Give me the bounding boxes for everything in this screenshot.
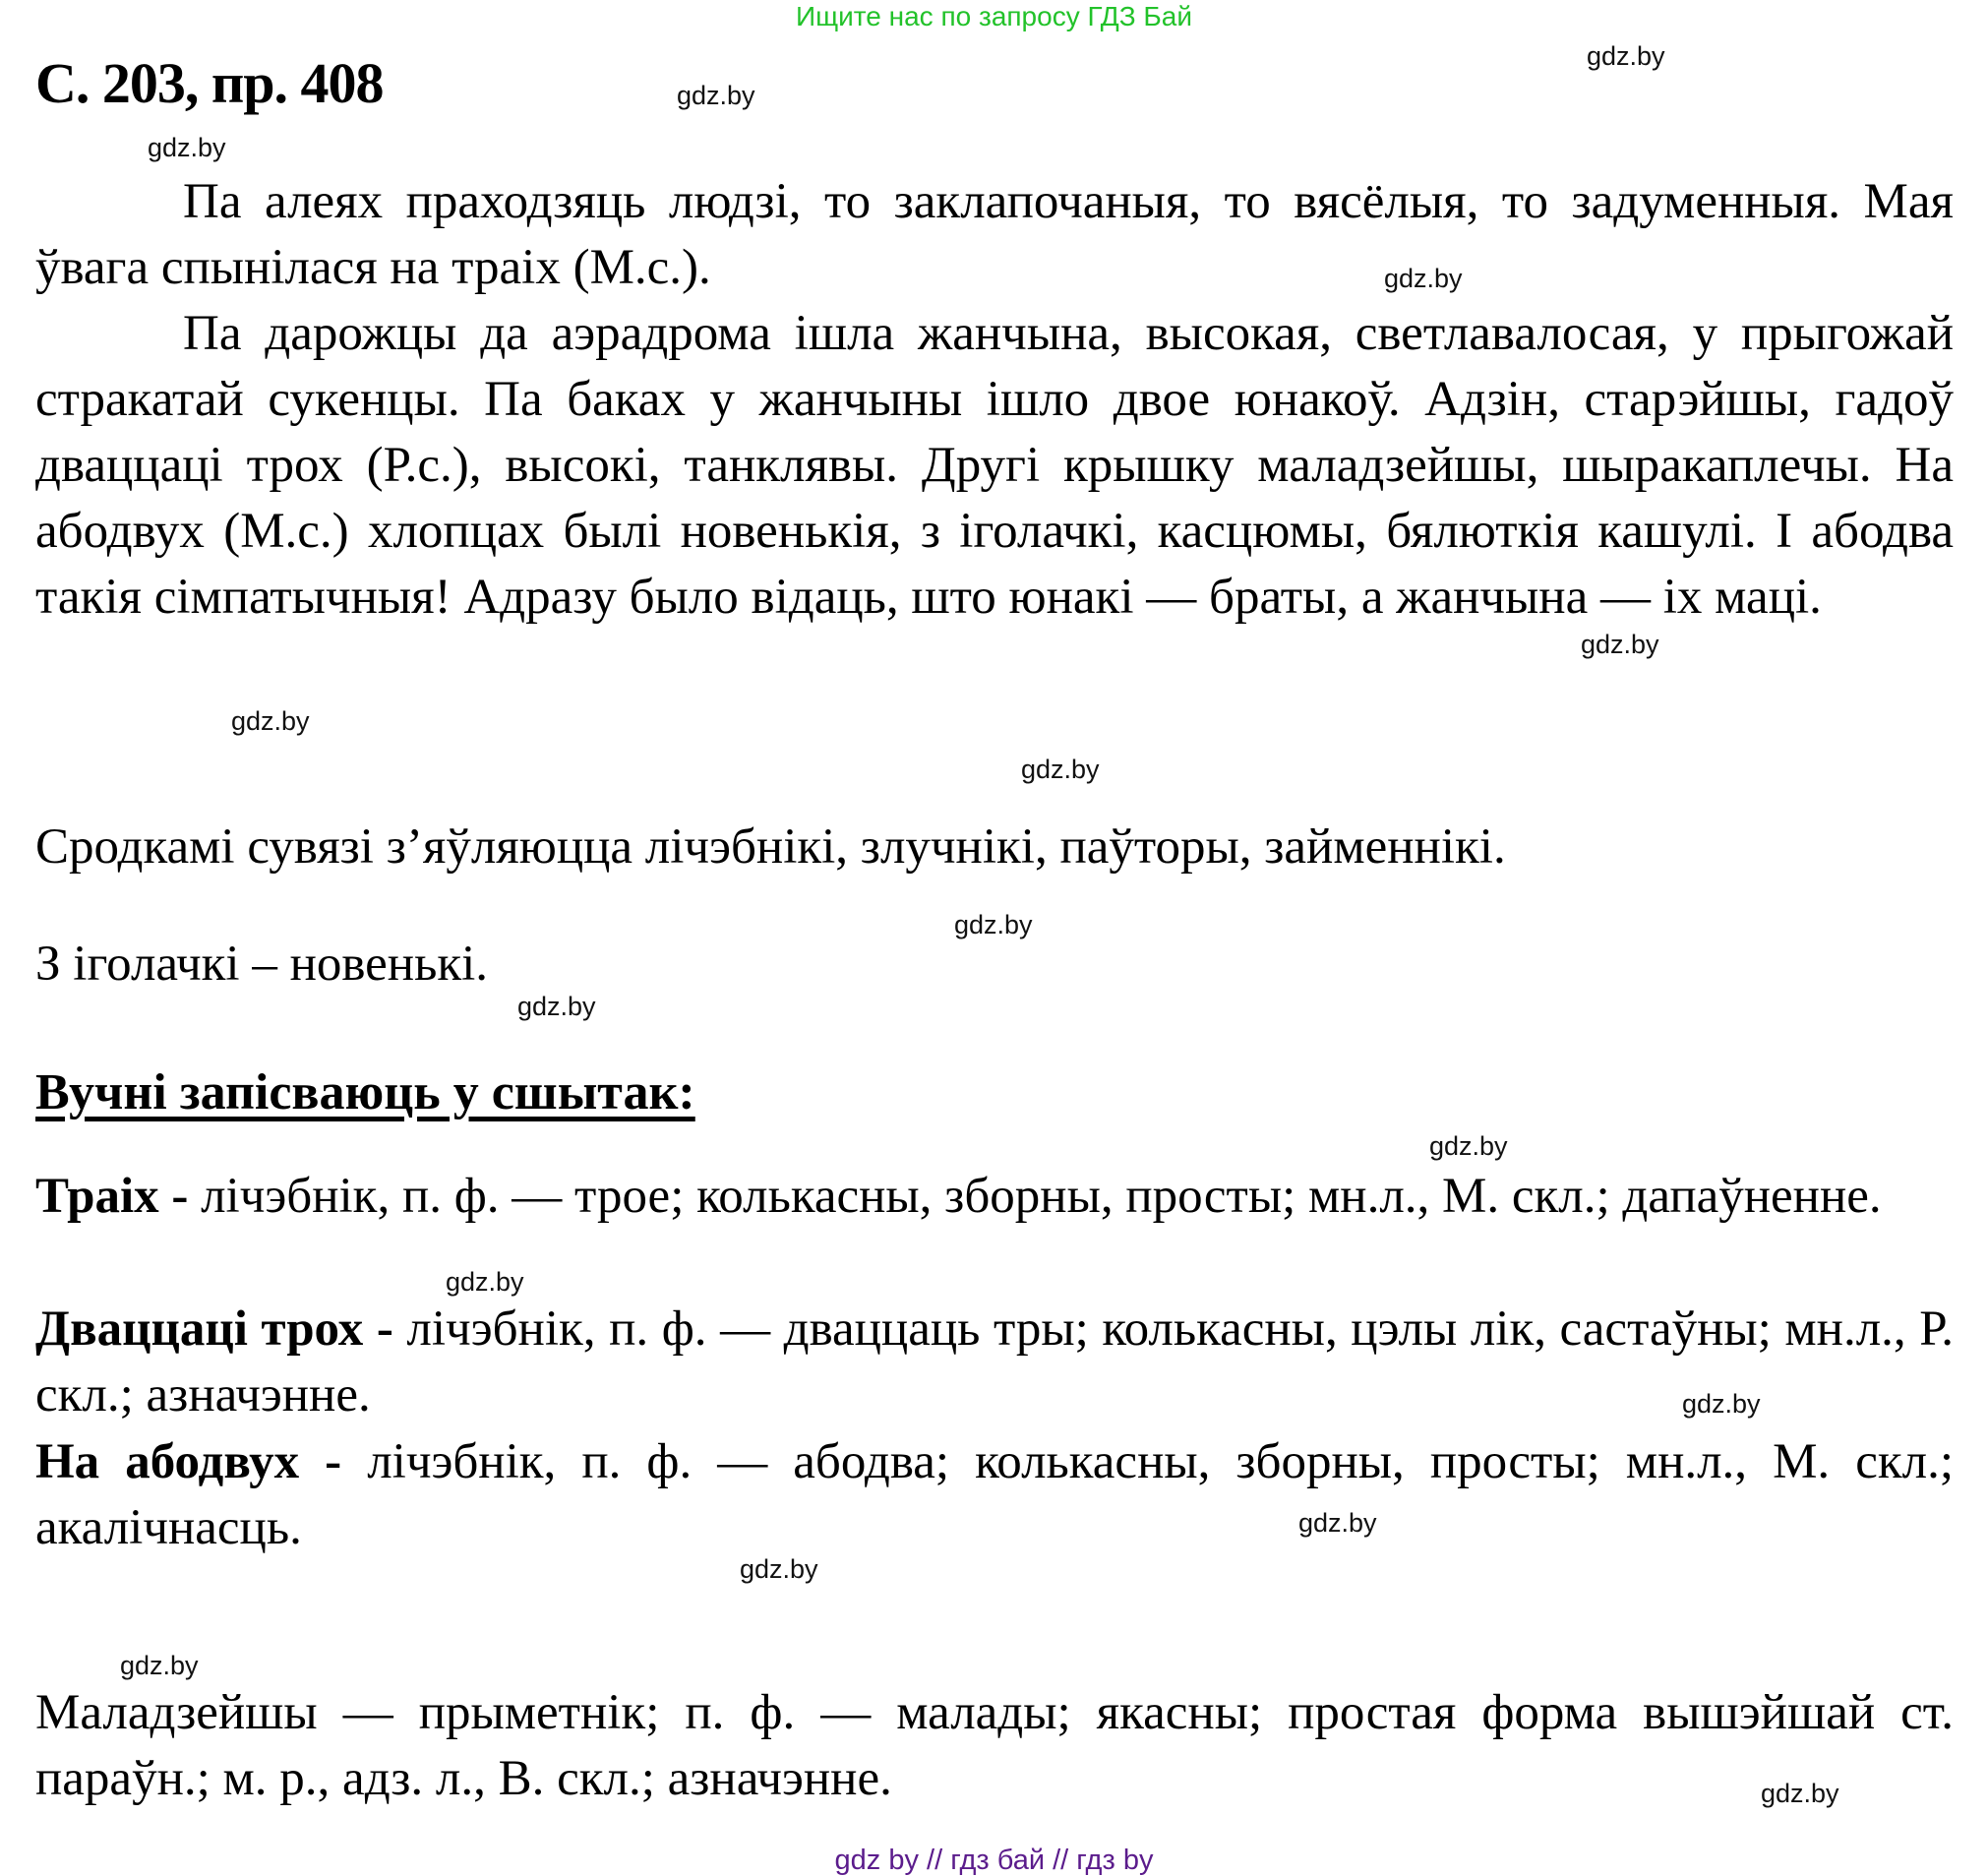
text-paragraph-2: Па дарожцы да аэрадрома ішла жанчына, высокая, светлавалосая, у прыгожай стракатай сукенцы. Па баках у жанчыны ішло двое юнакоў. Адзін, старэйшы, гадоў дваццаці трох (Р.с.), высокі, танклявы. Другі крышку маладзейшы, шыракаплечы. На абодвух (М.с.) хлопцах былі новенькія, з іголачкі, касцюмы, бялюткія кашулі. І абодва такія сімпатычныя! Адразу было відаць, што юнакі — браты, а жанчына — іх маці. (35, 306, 1954, 625)
search-banner: Ищите нас по запросу ГДЗ Бай (795, 1, 1193, 31)
entry-description: лічэбнік, п. ф. — трое; колькасны, зборны, просты; мн.л., М. скл.; дапаўненне. (201, 1169, 1882, 1224)
watermark: gdz.by (740, 1554, 818, 1584)
watermark: gdz.by (446, 1267, 524, 1297)
entry-description: лічэбнік, п. ф. — дваццаць тры; колькасны, цэлы лік, састаўны; мн.л., Р. скл.; азначэнне. (35, 1301, 1954, 1422)
watermark: gdz.by (1682, 1389, 1761, 1419)
text-paragraph-1: Па алеях праходзяць людзі, то заклапочаныя, то вясёлыя, то задуменныя. Мая ўвага спынілася на траіх (М.с.). (35, 174, 1954, 295)
entry-term: На абодвух - (35, 1434, 368, 1489)
watermark: gdz.by (1021, 755, 1100, 784)
notebook-heading: Вучні запісваюць у сшытак: (35, 1064, 695, 1120)
watermark: gdz.by (1384, 264, 1463, 293)
entry-term: Траіх - (35, 1169, 202, 1224)
watermark: gdz.by (677, 81, 755, 110)
notebook-entry (35, 1297, 1954, 1428)
notebook-entry (35, 1164, 1954, 1230)
page-title: С. 203, пр. 408 (35, 51, 384, 115)
watermark: gdz.by (1581, 630, 1659, 659)
entry-description: лічэбнік, п. ф. — абодва; колькасны, зборны, просты; мн.л., М. скл.; акалічнасць. (35, 1434, 1954, 1555)
answer-connectors: Сродкамі сувязі з’яўляюцца лічэбнікі, злучнікі, паўторы, займеннікі. (35, 819, 1506, 875)
watermark: gdz.by (148, 133, 226, 162)
entry-term: Дваццаці трох - (35, 1301, 407, 1357)
footer-links: gdz by // гдз бай // гдз by (834, 1845, 1154, 1876)
watermark: gdz.by (1587, 41, 1665, 71)
answer-synonym: З іголачкі – новенькі. (35, 937, 489, 992)
notebook-entry (35, 1429, 1954, 1561)
source-text (35, 169, 1954, 631)
watermark: gdz.by (231, 706, 310, 736)
watermark: gdz.by (1761, 1779, 1839, 1808)
notebook-extra-entry: Маладзейшы — прыметнік; п. ф. — малады; якасны; простая форма вышэйшай ст. параўн.; м. р., адз. л., В. скл.; азначэнне. (35, 1685, 1954, 1806)
watermark: gdz.by (517, 992, 596, 1021)
watermark: gdz.by (1298, 1508, 1377, 1538)
watermark: gdz.by (120, 1651, 199, 1680)
watermark: gdz.by (1429, 1131, 1508, 1161)
watermark: gdz.by (954, 910, 1033, 939)
